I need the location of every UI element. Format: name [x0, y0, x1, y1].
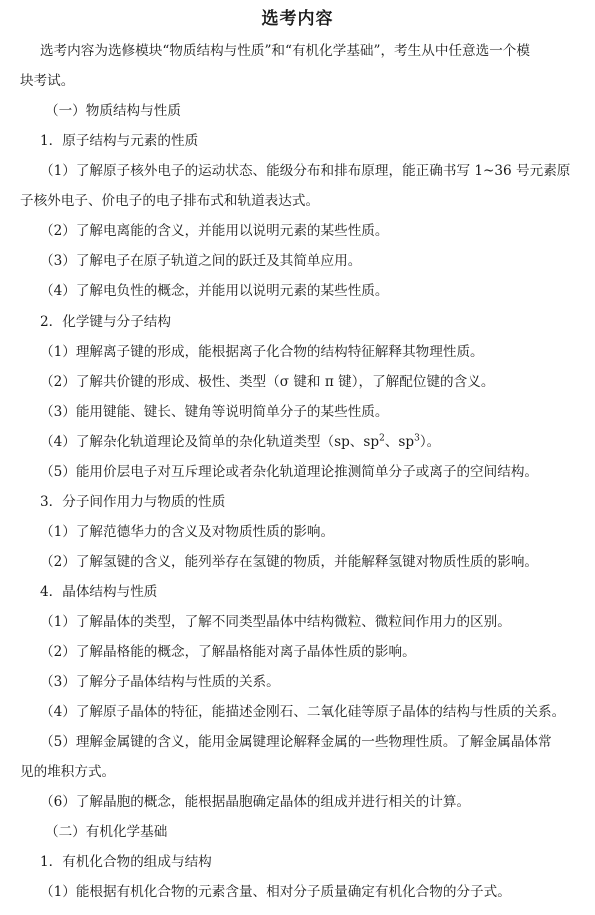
list-item: 子核外电子、价电子的电子排布式和轨道表达式。 [20, 193, 320, 209]
section-heading-1: （一）物质结构与性质 [45, 103, 181, 119]
list-item: （5）理解金属键的含义，能用金属键理论解释金属的一些物理性质。了解金属晶体常 [40, 734, 552, 750]
list-item: （2）了解氢键的含义，能列举存在氢键的物质，并能解释氢键对物质性质的影响。 [40, 554, 539, 570]
item-text: （4）了解杂化轨道理论及简单的杂化轨道类型（sp、sp [40, 434, 380, 450]
intro-line-1: 选考内容为选修模块“物质结构与性质”和“有机化学基础”，考生从中任意选一个模 [40, 43, 530, 59]
topic-heading-4: 4．晶体结构与性质 [40, 584, 158, 600]
topic-heading-1: 1．原子结构与元素的性质 [40, 133, 199, 149]
list-item: （3）能用键能、键长、键角等说明简单分子的某些性质。 [40, 404, 389, 420]
intro-line-2: 块考试。 [20, 73, 75, 89]
list-item: （4）了解电负性的概念，并能用以说明元素的某些性质。 [40, 283, 389, 299]
topic-heading-2: 2．化学键与分子结构 [40, 314, 171, 330]
list-item [40, 433, 595, 451]
list-item: （2）了解晶格能的概念，了解晶格能对离子晶体性质的影响。 [40, 644, 416, 660]
item-text: ）。 [419, 434, 441, 450]
page-title: 选考内容 [261, 9, 334, 29]
topic-heading-3: 3．分子间作用力与物质的性质 [40, 494, 226, 510]
list-item: （1）了解原子核外电子的运动状态、能级分布和排布原理，能正确书写 1~36 号元素原 [40, 163, 571, 179]
list-item: 见的堆积方式。 [20, 764, 116, 780]
list-item: （2）了解电离能的含义，并能用以说明元素的某些性质。 [40, 223, 389, 239]
list-item: （1）了解晶体的类型，了解不同类型晶体中结构微粒、微粒间作用力的区别。 [40, 614, 511, 630]
list-item: （2）了解共价键的形成、极性、类型（σ 键和 π 键），了解配位键的含义。 [40, 374, 495, 390]
list-item: （6）了解晶胞的概念，能根据晶胞确定晶体的组成并进行相关的计算。 [40, 794, 471, 810]
list-item: （1）理解离子键的形成，能根据离子化合物的结构特征解释其物理性质。 [40, 344, 484, 360]
list-item: （1）了解范德华力的含义及对物质性质的影响。 [40, 524, 335, 540]
section-heading-2: （二）有机化学基础 [45, 824, 168, 840]
superscript: 3 [414, 433, 420, 444]
list-item: （3）了解分子晶体结构与性质的关系。 [40, 674, 280, 690]
topic-heading-5: 1．有机化合物的组成与结构 [40, 854, 212, 870]
list-item: （3）了解电子在原子轨道之间的跃迁及其简单应用。 [40, 253, 362, 269]
list-item: （4）了解原子晶体的特征，能描述金刚石、二氧化硅等原子晶体的结构与性质的关系。 [40, 704, 566, 720]
item-text: 、sp [384, 434, 415, 450]
list-item: （5）能用价层电子对互斥理论或者杂化轨道理论推测简单分子或离子的空间结构。 [40, 464, 539, 480]
superscript: 2 [379, 433, 385, 444]
list-item: （1）能根据有机化合物的元素含量、相对分子质量确定有机化合物的分子式。 [40, 884, 511, 900]
